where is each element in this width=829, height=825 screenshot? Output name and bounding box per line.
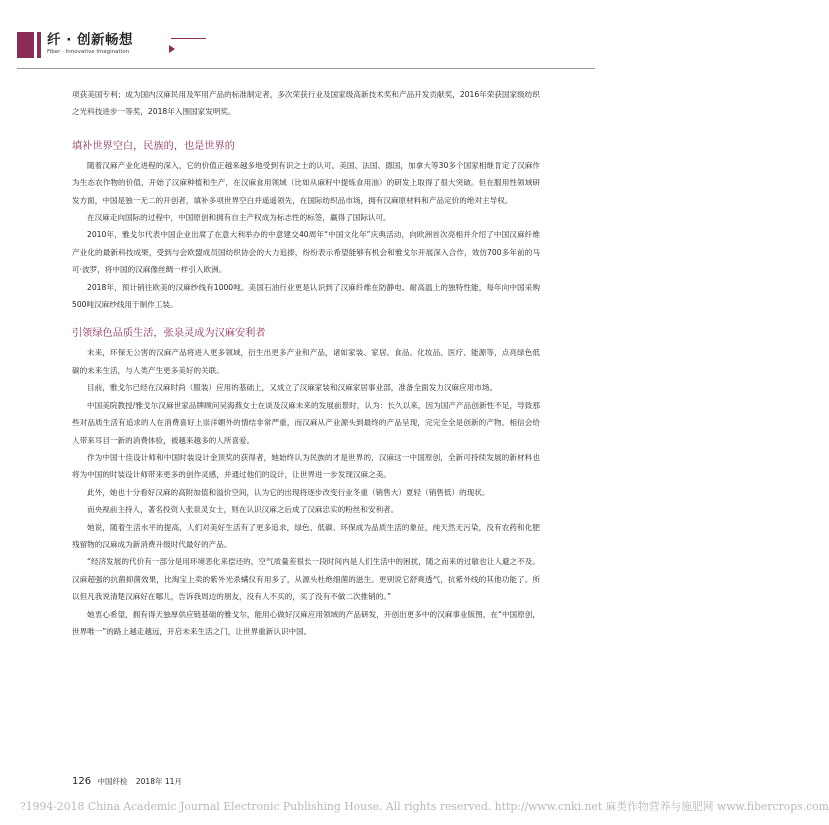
section-heading: 引领绿色品质生活，张泉灵成为汉麻安利者 <box>72 328 266 340</box>
paragraph: 随着汉麻产业化进程的深入，它的价值正越来越多地受到有识之士的认可。美国、法国、德国，加拿大等30多个国家相继肯定了汉麻作为生态农作物的价值，开始了汉麻种植和生产，在汉麻食用领域（比如从麻籽中提炼食用油）的研发上取得了很大突破。但在服用性领域研发方面，中国是独一无二的开创者，填补多项世界空白并遥遥领先，在国际纺织品市场，拥有汉麻原材料和产品定价的绝对主导权。 <box>72 160 540 205</box>
page-footer <box>72 776 182 787</box>
magazine-name: 中国纤检 <box>97 777 128 786</box>
header-logo <box>17 32 203 58</box>
header-accent-block <box>17 32 34 58</box>
paragraph: 她说，随着生活水平的提高，人们对美好生活有了更多追求，绿色、低碳、环保成为品质生活的象征，纯天然无污染，没有农药和化肥残留物的汉麻成为新消费升级时代最好的产品。 <box>72 522 540 549</box>
header-accent-stripe <box>37 32 41 58</box>
page-number: 126 <box>72 776 92 787</box>
section-heading: 填补世界空白，民族的，也是世界的 <box>72 140 235 152</box>
paragraph: 目前，雅戈尔已经在汉麻时尚（服装）应用的基础上，又成立了汉麻家装和汉麻家居事业部，准备全面发力汉麻应用市场。 <box>87 383 498 393</box>
paragraph: 在汉麻走向国际的过程中，中国原创和拥有自主产权成为标志性的标签，赢得了国际认可。 <box>87 213 391 223</box>
paragraph: 中国美院教授/雅戈尔汉麻世家品牌顾问吴海燕女士在谈及汉麻未来的发展前景时，认为：长久以来，因为国产产品创新性不足，导致那些对品质生活有追求的人在消费喜好上崇洋媚外的情结非常严重，而汉麻从产业源头到最终的产品呈现，完完全全是创新的产物，相信会给人带来耳目一新的消费体验，被越来越多的人所喜爱。 <box>72 400 540 445</box>
column-subtitle: Fiber · Innovative Imagination <box>47 49 130 55</box>
paragraph: 未来，环保无公害的汉麻产品将进入更多领域，衍生出更多产业和产品，诸如家装、家居、食品、化妆品、医疗、能源等，点亮绿色低碳的未来生活，与人类产生更多美好的关联。 <box>72 348 540 375</box>
paragraph: 项获美国专利；成为国内汉麻民用及军用产品的标准制定者，多次荣获行业及国家级高新技术奖和产品开发贡献奖，2016年荣获国家级纺织之光科技进步一等奖，2018年入围国家发明奖。 <box>72 90 540 117</box>
paragraph: 作为中国十佳设计师和中国时装设计金顶奖的获得者，她始终认为民族的才是世界的，汉麻这一中国原创，全新可持续发展的新材料也将为中国的时装设计师带来更多的创作灵感，并通过他们的设计，让世界进一步发现汉麻之美。 <box>72 452 540 480</box>
paragraph: 而央视前主持人，著名投资人张泉灵女士，则在认识汉麻之后成了汉麻忠实的粉丝和安利者。 <box>87 505 399 515</box>
header-decor-line <box>171 38 206 39</box>
paragraph: 2018年，预计销往欧美的汉麻纱线有1000吨。美国石油行业更是认识到了汉麻纤维在防静电、耐高温上的独特性能，每年向中国采购500吨汉麻纱线用于制作工装。 <box>72 282 540 310</box>
column-title: 纤 · 创新畅想 <box>47 32 134 48</box>
issue-date: 2018年 11月 <box>135 777 182 786</box>
header-rule <box>17 68 595 69</box>
paragraph: 此外，她也十分看好汉麻的高附加值和溢价空间，认为它的出现将逐步改变行业冬重（销售大）夏轻（销售低）的现状。 <box>87 487 490 497</box>
paragraph: 2010年，雅戈尔代表中国企业出席了在意大利举办的中意建交40周年“中国文化年”庆典活动，向欧洲首次亮相并介绍了中国汉麻纤维产业化的最新科技成果，受到与会欧盟成员国纺织协会的大力追捧，纷纷表示希望能够有机会和雅戈尔开展深入合作，效仿700多年前的马可·波罗，将中国的汉麻像丝绸一样引入欧洲。 <box>72 230 540 275</box>
copyright-notice: ?1994-2018 China Academic Journal Electronic Publishing House. All rights reserved. http://www.cnki.net 麻类作物营养与施肥网 www.fibercrops.com <box>20 800 829 813</box>
paragraph: 她衷心希望，拥有得天独厚供应链基础的雅戈尔，能用心做好汉麻应用领域的产品研发，开创出更多中的汉麻事业版图，在“中国原创，世界唯一”的路上越走越远，开启未来生活之门，让世界重新认识中国。 <box>72 609 540 636</box>
article-body <box>72 86 540 640</box>
header-decor-triangle <box>169 45 175 53</box>
paragraph: “经济发展的代价有一部分是用环境恶化来偿还的，空气质量差很长一段时间内是人们生活中的困扰，随之而来的过敏也让人避之不及。汉麻超强的抗菌抑菌效果，比淘宝上卖的紫外光杀螨仪有用多了，从源头杜绝细菌的滋生。更别说它舒爽透气，抗紫外线的其他功能了。所以但凡我说清楚汉麻好在哪儿，告诉我周边的朋友，没有人不买的，买了没有不做二次推销的。” <box>72 557 540 602</box>
